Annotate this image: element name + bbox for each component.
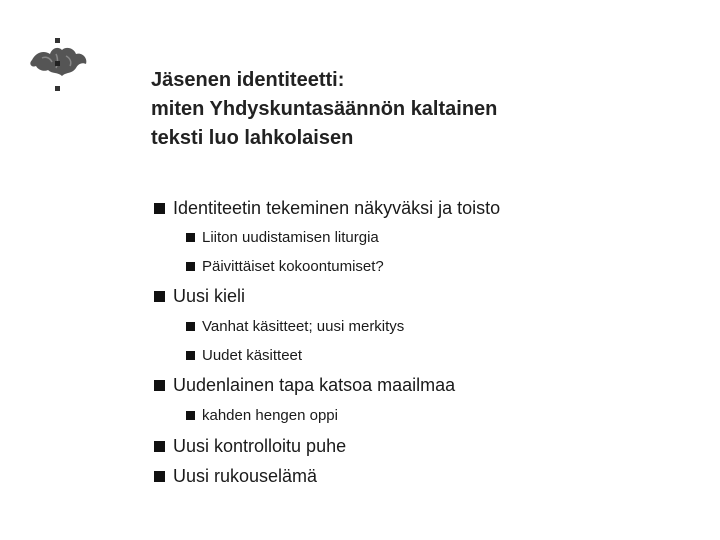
bullet-square-icon [186,233,195,242]
bullet-square-icon [186,351,195,360]
sub-bullet-item [186,407,338,424]
title-line-1: Jäsenen identiteetti: [151,69,345,91]
bullet-square-icon [154,471,165,482]
title-line-3: teksti luo lahkolaisen [151,127,354,149]
bullet-item [154,198,500,219]
bullet-square-icon [186,322,195,331]
sub-bullet-text: Vanhat käsitteet; uusi merkitys [202,318,405,335]
bullet-text: Uudenlainen tapa katsoa maailmaa [173,375,456,395]
sub-bullet-item [186,347,302,364]
sub-bullet-text: Liiton uudistamisen liturgia [202,229,379,246]
sub-bullet-text: kahden hengen oppi [202,407,338,424]
bullet-text: Uusi kieli [173,286,246,306]
bullet-item [154,286,245,307]
bullet-square-icon [154,380,165,391]
bullet-item [154,436,346,457]
bullet-square-icon [186,262,195,271]
bullet-text: Uusi kontrolloitu puhe [173,436,347,456]
bullet-text: Identiteetin tekeminen näkyväksi ja toisto [173,198,501,218]
bullet-square-icon [186,411,195,420]
bullet-item [154,375,455,396]
sub-bullet-item [186,258,384,275]
sub-bullet-item [186,229,379,246]
bullet-text: Uusi rukouselämä [173,466,318,486]
bullet-item [154,466,317,487]
bullet-square-icon [154,441,165,452]
sub-bullet-text: Uudet käsitteet [202,347,303,364]
sub-bullet-text: Päivittäiset kokoontumiset? [202,258,384,275]
bullet-square-icon [154,291,165,302]
bullet-square-icon [154,203,165,214]
sub-bullet-item [186,318,404,335]
title-line-2: miten Yhdyskuntasäännön kaltainen [151,98,498,120]
